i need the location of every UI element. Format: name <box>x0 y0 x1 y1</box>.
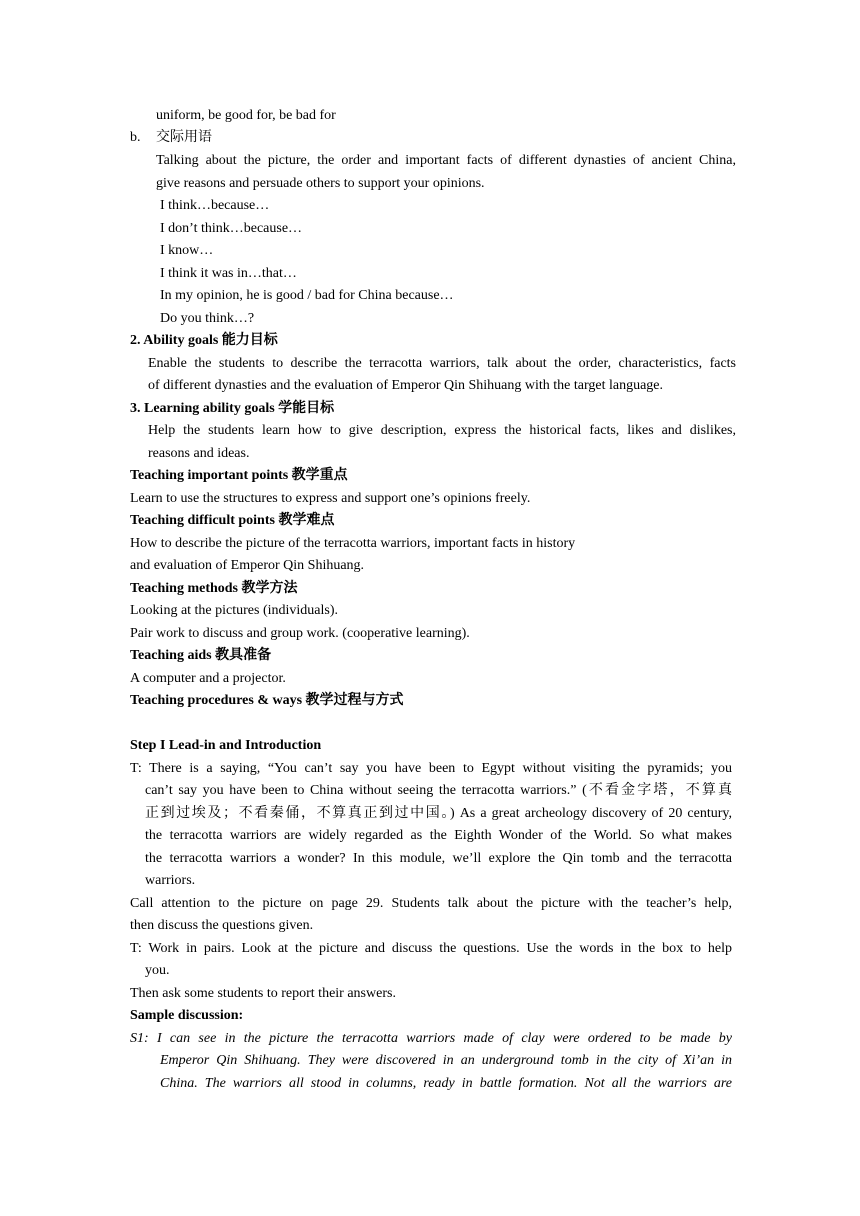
teacher-intro-line: can’t say you have been to China without seeing the terracotta warriors.” (不看金字塔，不算真 <box>145 783 732 798</box>
vocab-line: uniform, be good for, be bad for <box>156 108 336 123</box>
aids-heading: Teaching aids 教具准备 <box>130 648 272 663</box>
expressions-heading: 交际用语 <box>156 130 212 145</box>
methods-text: Pair work to discuss and group work. (cooperative learning). <box>130 626 470 641</box>
difficult-points-text: How to describe the picture of the terracotta warriors, important facts in history <box>130 536 576 551</box>
teacher-intro-line: T: There is a saying, “You can’t say you have been to Egypt without visiting the pyramids; you <box>130 761 732 776</box>
expression-phrase: In my opinion, he is good / bad for China because… <box>160 288 454 303</box>
list-marker: b. <box>130 130 141 145</box>
s1-line: S1: I can see in the picture the terracotta warriors made of clay were ordered to be made by <box>130 1031 732 1046</box>
s1-line: China. The warriors all stood in columns, ready in battle formation. Not all the warriors are <box>160 1076 732 1091</box>
important-points-text: Learn to use the structures to express and support one’s opinions freely. <box>130 491 531 506</box>
attention-line: Call attention to the picture on page 29. Students talk about the picture with the teacher’s help, <box>130 896 732 911</box>
learning-goals-heading: 3. Learning ability goals 学能目标 <box>130 401 335 416</box>
expressions-intro-line: Talking about the picture, the order and important facts of different dynasties of ancient China, <box>156 153 736 168</box>
sample-discussion-heading: Sample discussion: <box>130 1008 244 1023</box>
teacher-intro-line: the terracotta warriors a wonder? In this module, we’ll explore the Qin tomb and the terracotta <box>145 851 732 866</box>
difficult-points-heading: Teaching difficult points 教学难点 <box>130 513 335 528</box>
important-points-heading: Teaching important points 教学重点 <box>130 468 348 483</box>
learning-goals-text: reasons and ideas. <box>148 446 250 461</box>
report-line: Then ask some students to report their answers. <box>130 986 396 1001</box>
teacher-intro-line: 正到过埃及；不看秦俑，不算真正到过中国。) As a great archeology discovery of 20 century, <box>145 806 732 821</box>
learning-goals-text: Help the students learn how to give description, express the historical facts, likes and dislikes, <box>148 423 736 438</box>
teacher-intro-line: warriors. <box>145 873 196 888</box>
methods-heading: Teaching methods 教学方法 <box>130 581 298 596</box>
aids-text: A computer and a projector. <box>130 671 286 686</box>
ability-goals-heading: 2. Ability goals 能力目标 <box>130 333 278 348</box>
expression-phrase: I don’t think…because… <box>160 221 303 236</box>
expression-phrase: I think…because… <box>160 198 270 213</box>
ability-goals-text: of different dynasties and the evaluation of Emperor Qin Shihuang with the target language. <box>148 378 664 393</box>
methods-text: Looking at the pictures (individuals). <box>130 603 339 618</box>
difficult-points-text: and evaluation of Emperor Qin Shihuang. <box>130 558 365 573</box>
expression-phrase: Do you think…? <box>160 311 255 326</box>
ability-goals-text: Enable the students to describe the terracotta warriors, talk about the order, characteristics, facts <box>148 356 736 371</box>
step1-heading: Step I Lead-in and Introduction <box>130 738 322 753</box>
teacher-intro-line: the terracotta warriors are widely regarded as the Eighth Wonder of the World. So what makes <box>145 828 732 843</box>
expression-phrase: I think it was in…that… <box>160 266 297 281</box>
expression-phrase: I know… <box>160 243 214 258</box>
expressions-intro-line: give reasons and persuade others to support your opinions. <box>156 176 485 191</box>
teacher-pairs-line: you. <box>145 963 170 978</box>
teacher-pairs-line: T: Work in pairs. Look at the picture and discuss the questions. Use the words in the box to help <box>130 941 732 956</box>
s1-line: Emperor Qin Shihuang. They were discovered in an underground tomb in the city of Xi’an in <box>160 1053 732 1068</box>
attention-line: then discuss the questions given. <box>130 918 314 933</box>
procedures-heading: Teaching procedures & ways 教学过程与方式 <box>130 693 404 708</box>
